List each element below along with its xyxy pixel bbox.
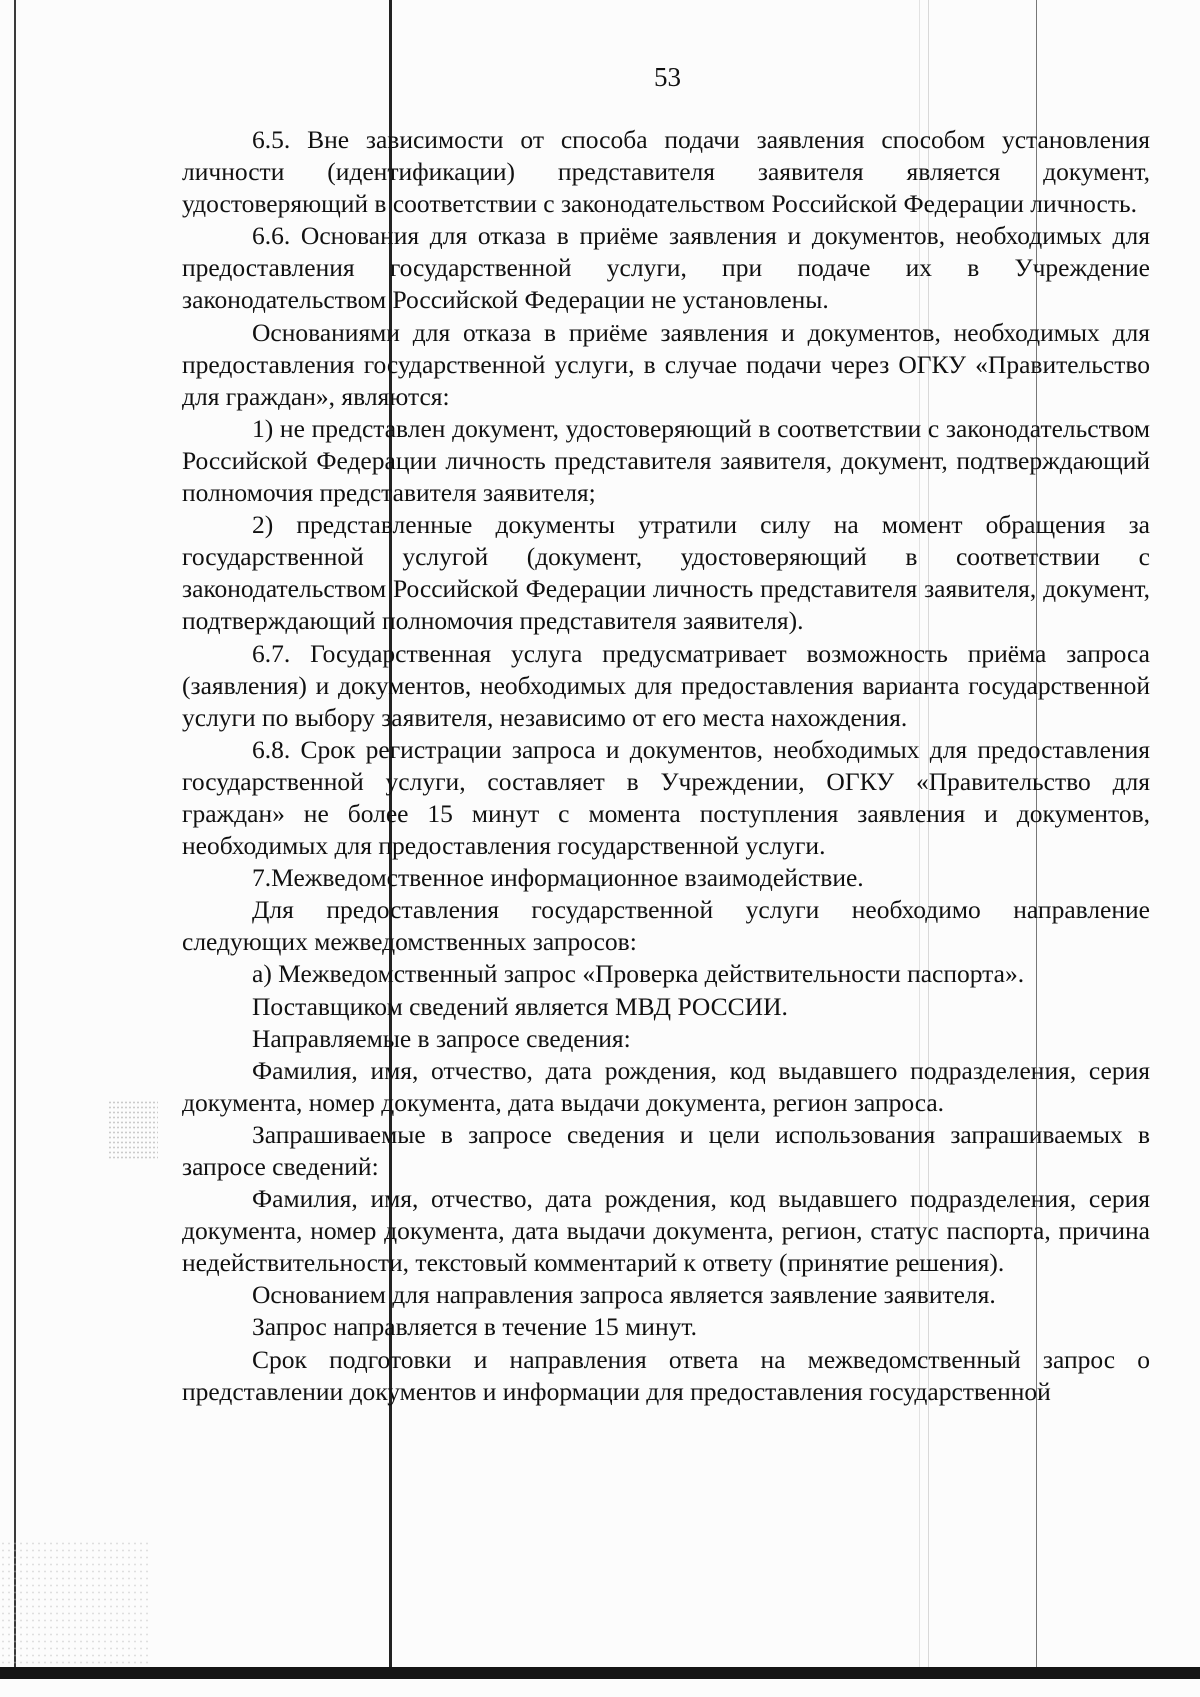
paragraph-requested-data: Фамилия, имя, отчество, дата рождения, код выдавшего подразделения, серия документа, номер документа, дата выдачи документа, регион, статус паспорта, причина недействительности, текстовый комментарий к ответу (принятие решения). <box>182 1184 1150 1278</box>
paragraph-sent-data: Фамилия, имя, отчество, дата рождения, код выдавшего подразделения, серия документа, номер документа, дата выдачи документа, регион запроса. <box>182 1055 1150 1117</box>
list-item-1: 1) не представлен документ, удостоверяющий в соответствии с законодательством Российской Федерации личность представителя заявителя, документ, подтверждающий полномочия представителя заявителя; <box>182 413 1150 508</box>
paragraph-request-basis: Основанием для направления запроса является заявление заявителя. <box>252 1280 996 1310</box>
paragraph-response-deadline: Срок подготовки и направления ответа на межведомственный запрос о представлении документов и информации для предоставления государственной <box>182 1344 1150 1406</box>
scan-bottom-edge <box>0 1667 1200 1679</box>
paragraph-requested-data-heading: Запрашиваемые в запросе сведения и цели использования запрашиваемых в запросе сведений: <box>182 1119 1150 1181</box>
section-heading-7: 7.Межведомственное информационное взаимодействие. <box>252 863 864 893</box>
paragraph-6-8: 6.8. Срок регистрации запроса и документов, необходимых для предоставления государственной услуги, составляет в Учреждении, ОГКУ «Правительство для граждан» не более 15 минут с момента поступления заявления и документов, необходимых для предоставления государственной услуги. <box>182 734 1150 861</box>
scan-noise <box>0 1540 150 1670</box>
paragraph-sent-data-heading: Направляемые в запросе сведения: <box>252 1023 631 1053</box>
list-item-2: 2) представленные документы утратили силу на момент обращения за государственной услугой (документ, удостоверяющий в соответствии с законодательством Российской Федерации личность представителя заявителя, документ, подтверждающий полномочия представителя заявителя). <box>182 510 1150 636</box>
document-body <box>182 124 1150 1408</box>
paragraph-interagency-requests: Для предоставления государственной услуги необходимо направление следующих межведомственных запросов: <box>182 895 1150 957</box>
scan-edge-line <box>14 0 16 1670</box>
paragraph-6-5: 6.5. Вне зависимости от способа подачи заявления способом установления личности (идентификации) представителя заявителя является документ, удостоверяющий в соответствии с законодательством Российской Федерации личность. <box>182 125 1150 219</box>
paragraph-6-6: 6.6. Основания для отказа в приёме заявления и документов, необходимых для предоставления государственной услуги, при подаче их в Учреждение законодательством Российской Федерации не установлены. <box>182 221 1150 315</box>
paragraph-refusal-grounds: Основаниями для отказа в приёме заявления и документов, необходимых для предоставления государственной услуги, в случае подачи через ОГКУ «Правительство для граждан», являются: <box>182 317 1150 411</box>
list-item-a: а) Межведомственный запрос «Проверка действительности паспорта». <box>252 959 1025 989</box>
paragraph-provider: Поставщиком сведений является МВД РОССИИ. <box>252 991 788 1021</box>
page-number: 53 <box>654 62 681 92</box>
paragraph-request-time: Запрос направляется в течение 15 минут. <box>252 1312 697 1342</box>
paragraph-6-7: 6.7. Государственная услуга предусматривает возможность приёма запроса (заявления) и документов, необходимых для предоставления варианта государственной услуги по выбору заявителя, независимо от его места нахождения. <box>182 638 1150 732</box>
scan-noise <box>108 1100 158 1160</box>
